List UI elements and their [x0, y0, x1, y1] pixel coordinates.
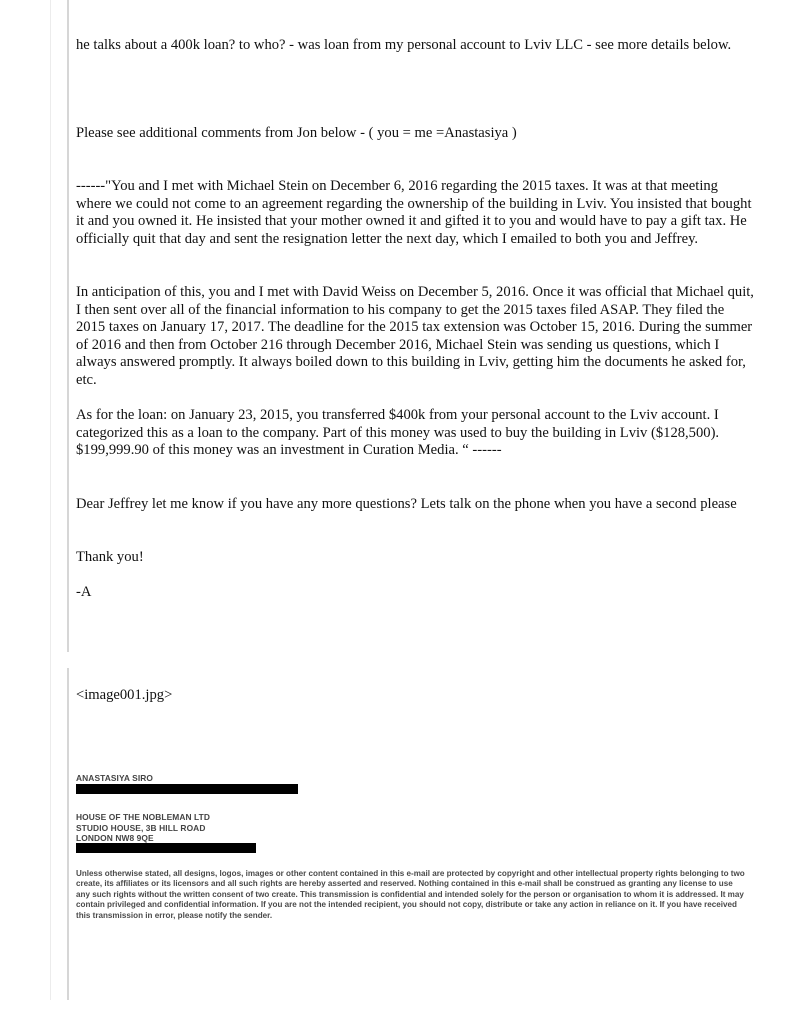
reply-paragraph-intro: he talks about a 400k loan? to who? - was loan from my personal account to Lviv LLC - see more details below. [76, 37, 732, 53]
signature-address-line1: STUDIO HOUSE, 3B HILL ROAD [76, 822, 206, 833]
quote-bar-upper [67, 0, 69, 652]
attachment-placeholder[interactable]: <image001.jpg> [76, 687, 173, 703]
closing-sign-off: -A [76, 584, 92, 600]
closing-thank-you: Thank you! [76, 549, 144, 565]
signature-company-block [76, 812, 210, 844]
quoted-paragraph-loan: As for the loan: on January 23, 2015, you transferred $400k from your personal account to the Lviv account. I categorized this as a loan to the company. Part of this money was used to buy the building in Lviv ($128,500). $199,999.90 of this money was an investment in Curation Media. “ ------ [76, 407, 720, 459]
quoted-paragraph-meeting: ------"You and I met with Michael Stein on December 6, 2016 regarding the 2015 taxes. It was at that meeting where we could not come to an agreement regarding the ownership of the building in Lviv. You insisted that bought it and you owned it. He insisted that your mother owned it and gifted it to you and would have to pay a gift tax. He officially quit that day and sent the resignation letter the next day, which I emailed to both you and Jeffrey. [76, 178, 752, 247]
signature-block [76, 773, 153, 784]
outer-quote-bar [50, 0, 51, 1000]
legal-disclaimer: Unless otherwise stated, all designs, logos, images or other content contained in this e-mail are protected by copyright and other intellectual property rights belonging to two create, its affiliates or its licensors and all such rights are hereby asserted and reserved. Nothing contained in this e-mail shall be construed as granting any license to use any such rights without the written consent of two create. This transmission is confidential and intended solely for the person or organisation to whom it is addressed. It may contain privileged and confidential information. If you are not the intended recipient, you should not copy, distribute or take any action in reliance on it. If you have received this transmission in error, please notify the sender. [76, 869, 745, 920]
reply-paragraph-questions: Dear Jeffrey let me know if you have any more questions? Lets talk on the phone when you have a second please [76, 496, 737, 512]
signature-company: HOUSE OF THE NOBLEMAN LTD [76, 812, 211, 822]
signature-address-line2: LONDON NW8 9QE [76, 833, 154, 844]
quoted-paragraph-anticipation: In anticipation of this, you and I met with David Weiss on December 5, 2016. Once it was official that Michael quit, I then sent over all of the financial information to his company to get the 2015 taxes filed ASAP. They filed the 2015 taxes on January 17, 2017. The deadline for the 2015 tax extension was October 15, 2016. During the summer of 2016 and then from October 216 through December 2016, Michael Stein was sending us questions, which I always answered promptly. It always boiled down to this building in Lviv, getting him the documents he asked for, etc. [76, 284, 754, 388]
reply-paragraph-see-comments: Please see additional comments from Jon below - ( you = me =Anastasiya ) [76, 125, 517, 141]
signature-name: ANASTASIYA SIRO [76, 773, 154, 783]
redaction-bar [76, 843, 256, 853]
redaction-bar [76, 784, 298, 794]
quote-bar-lower [67, 668, 69, 1000]
